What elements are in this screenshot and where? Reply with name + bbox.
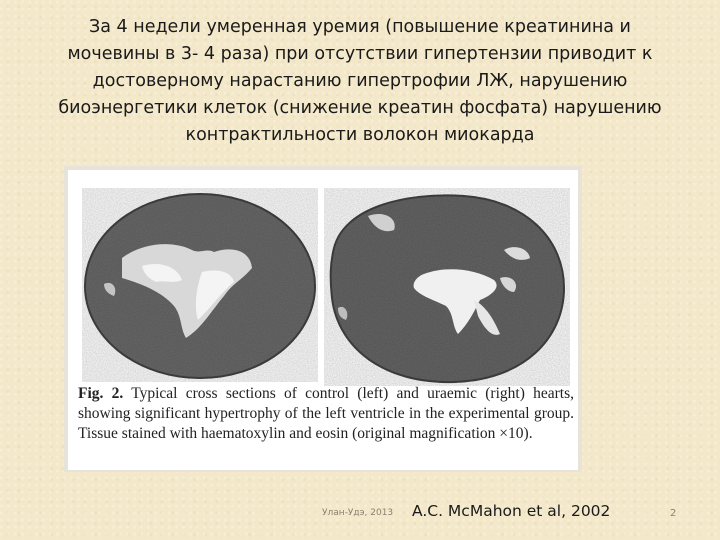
title-line: мочевины в 3- 4 раза) при отсутствии гипертензии приводит к bbox=[67, 44, 653, 64]
figure-panel bbox=[64, 166, 582, 472]
title-line: За 4 недели умеренная уремия (повышение креатинина и bbox=[89, 17, 631, 37]
footer-source: Улан-Удэ, 2013 bbox=[322, 508, 394, 518]
slide-number: 2 bbox=[670, 508, 677, 519]
slide-title bbox=[40, 14, 680, 149]
control-heart-micrograph bbox=[82, 188, 318, 382]
uraemic-heart-micrograph bbox=[324, 188, 570, 386]
figure-caption bbox=[78, 384, 574, 444]
figure-image bbox=[68, 170, 578, 470]
caption-lead: Fig. 2. bbox=[78, 385, 124, 402]
title-line: контрактильности волокон миокарда bbox=[185, 125, 535, 145]
title-line: биоэнергетики клеток (снижение креатин фосфата) нарушению bbox=[58, 98, 662, 118]
caption-text: Typical cross sections of control (left) and uraemic (right) hearts, showing significant hypertrophy of the left ventricle in the experimental group. Tissue stained with haematoxylin and eosin (original magnification ×10). bbox=[78, 385, 574, 442]
footer-citation: A.C. McMahon et al, 2002 bbox=[412, 502, 611, 520]
title-line: достоверному нарастанию гипертрофии ЛЖ, нарушению bbox=[92, 71, 628, 91]
